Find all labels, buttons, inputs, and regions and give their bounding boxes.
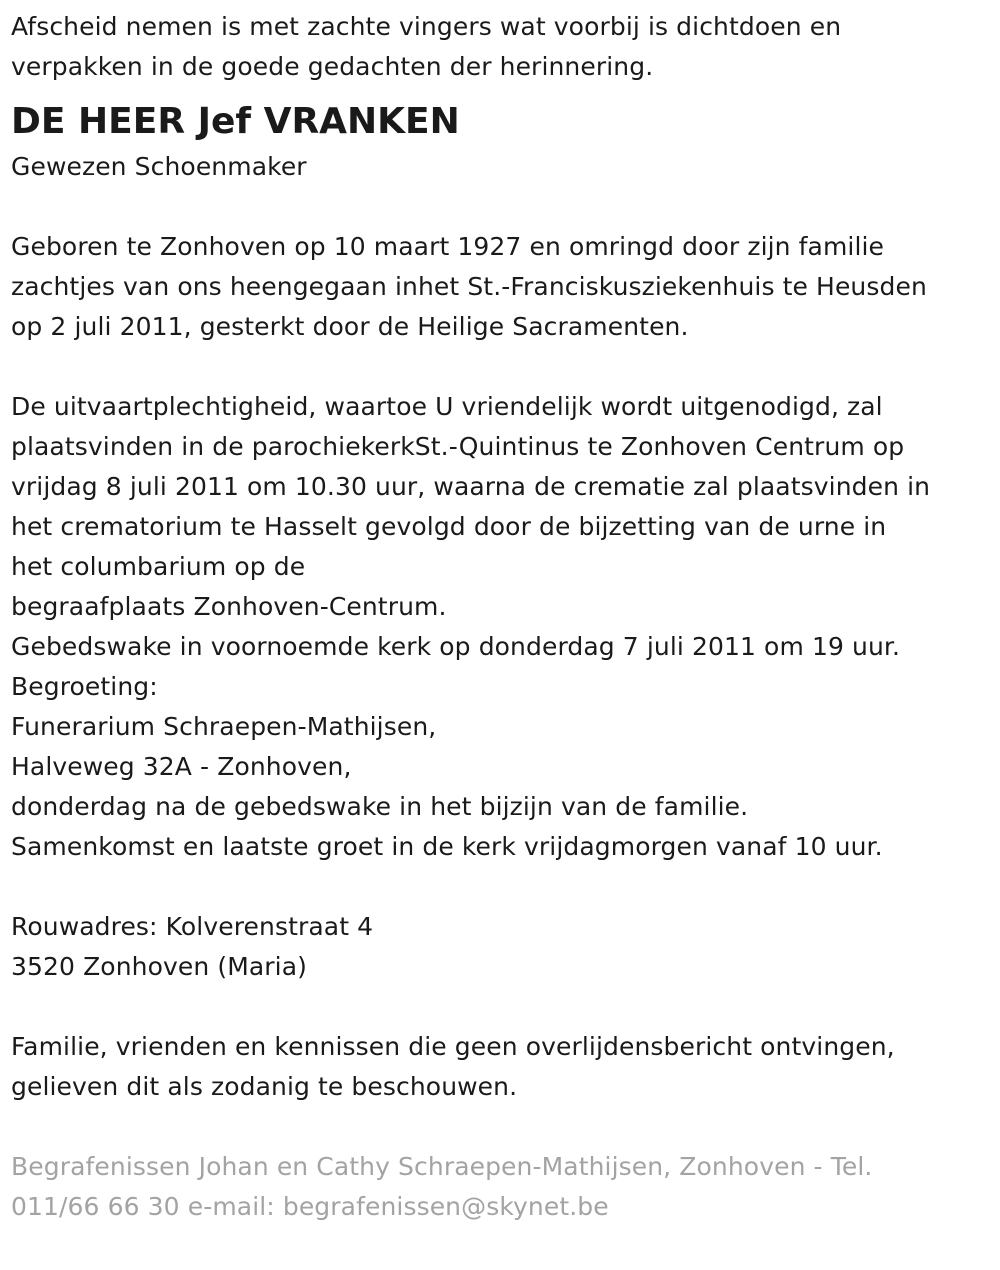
spacer — [11, 347, 988, 387]
gathering-line: Samenkomst en laatste groet in de kerk vrijdagmorgen vanaf 10 uur. — [11, 832, 883, 861]
mourning-address — [11, 907, 988, 987]
funerarium-name: Funerarium Schraepen-Mathijsen, — [11, 712, 437, 741]
birth-death-line: Geboren te Zonhoven op 10 maart 1927 en omringd door zijn familie — [11, 232, 885, 261]
ceremony-line: het columbarium op de — [11, 552, 306, 581]
deceased-profession: Gewezen Schoenmaker — [11, 152, 307, 181]
vigil-line: Gebedswake in voornoemde kerk op donderdag 7 juli 2011 om 19 uur. — [11, 632, 901, 661]
ceremony-line: het crematorium te Hasselt gevolgd door de bijzetting van de urne in — [11, 512, 887, 541]
ceremony-line: plaatsvinden in de parochiekerkSt.-Quintinus te Zonhoven Centrum op — [11, 432, 905, 461]
funerarium-address: Halveweg 32A - Zonhoven, — [11, 752, 352, 781]
footer-contact-line: 011/66 66 30 e-mail: begrafenissen@skynet.be — [11, 1192, 609, 1221]
notice-line: gelieven dit als zodanig te beschouwen. — [11, 1072, 518, 1101]
spacer — [11, 867, 988, 907]
spacer — [11, 1107, 988, 1147]
notice-line: Familie, vrienden en kennissen die geen overlijdensbericht ontvingen, — [11, 1032, 895, 1061]
greeting-time: donderdag na de gebedswake in het bijzijn van de familie. — [11, 792, 749, 821]
intro-line: Afscheid nemen is met zachte vingers wat voorbij is dichtdoen en — [11, 12, 842, 41]
spacer — [11, 187, 988, 227]
birth-death-line: zachtjes van ons heengegaan inhet St.-Franciskusziekenhuis te Heusden — [11, 272, 927, 301]
birth-death-paragraph — [11, 227, 988, 347]
intro-line: verpakken in de goede gedachten der herinnering. — [11, 52, 654, 81]
ceremony-line: begraafplaats Zonhoven-Centrum. — [11, 592, 447, 621]
funeral-director-footer — [11, 1147, 988, 1227]
greeting-heading: Begroeting: — [11, 672, 158, 701]
ceremony-line: vrijdag 8 juli 2011 om 10.30 uur, waarna de crematie zal plaatsvinden in — [11, 472, 931, 501]
ceremony-paragraph — [11, 387, 988, 867]
birth-death-line: op 2 juli 2011, gesterkt door de Heilige Sacramenten. — [11, 312, 689, 341]
deceased-name: DE HEER Jef VRANKEN — [11, 101, 460, 142]
footer-line: Begrafenissen Johan en Cathy Schraepen-Mathijsen, Zonhoven - Tel. — [11, 1152, 873, 1181]
intro-verse — [11, 7, 988, 87]
notice-paragraph — [11, 1027, 988, 1107]
spacer — [11, 987, 988, 1027]
address-street: Rouwadres: Kolverenstraat 4 — [11, 912, 374, 941]
ceremony-line: De uitvaartplechtigheid, waartoe U vriendelijk wordt uitgenodigd, zal — [11, 392, 883, 421]
address-city: 3520 Zonhoven (Maria) — [11, 952, 307, 981]
